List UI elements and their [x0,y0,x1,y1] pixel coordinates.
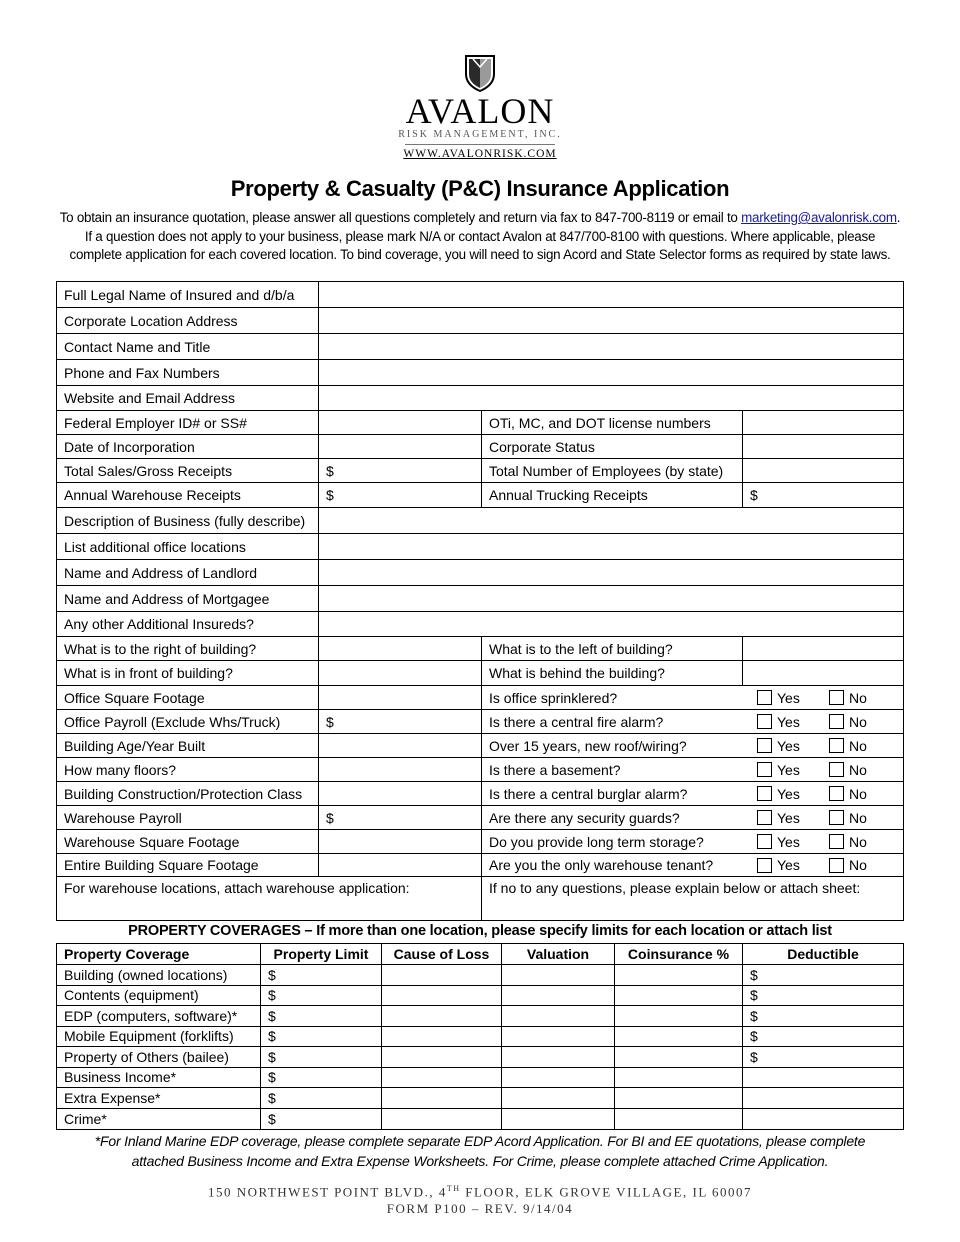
cause-of-loss-cell[interactable] [382,1006,502,1026]
form-row [57,360,903,386]
field-label: Description of Business (fully describe) [57,508,319,533]
valuation-cell[interactable] [502,1047,615,1067]
table-row [57,986,903,1007]
form-row [57,282,903,308]
legal-name-input[interactable] [319,282,903,307]
column-header: Valuation [502,944,615,964]
cause-of-loss-cell[interactable] [382,986,502,1006]
yes-label: Yes [777,809,800,826]
yes-option[interactable] [757,782,800,805]
field-label: Are there any security guards? [489,809,680,826]
building-right-input[interactable] [319,637,482,660]
no-option[interactable] [829,854,867,876]
field-label: Total Number of Employees (by state) [482,459,743,482]
checkbox[interactable] [757,762,772,777]
yes-option[interactable] [757,854,800,876]
field-label: OTi, MC, and DOT license numbers [482,411,743,434]
yes-label: Yes [777,761,800,778]
no-option[interactable] [829,734,867,757]
form-row [57,334,903,360]
no-label: No [849,761,867,778]
table-row [57,1088,903,1109]
yes-option[interactable] [757,710,800,733]
instructions [30,209,930,265]
field-label: How many floors? [57,758,319,781]
office-payroll-input[interactable]: $ [319,710,482,733]
office-locations-input[interactable] [319,534,903,559]
trucking-receipts-input[interactable]: $ [750,487,758,503]
no-label: No [849,689,867,706]
limit-cell[interactable]: $ [261,1027,382,1047]
field-label: Name and Address of Mortgagee [57,586,319,611]
form-row [57,734,903,758]
brand-name: AVALON [405,91,555,131]
website-link[interactable]: WWW.AVALONRISK.COM [403,148,557,160]
form-row [57,686,903,710]
coinsurance-cell[interactable] [615,965,743,985]
yes-option[interactable] [757,758,800,781]
fein-input[interactable] [319,411,482,434]
field-label: Is there a central fire alarm? [489,713,664,730]
coinsurance-cell[interactable] [615,1088,743,1108]
explanation-note[interactable]: If no to any questions, please explain below or attach sheet: [489,880,861,896]
form-row [57,782,903,806]
intro-text-2: If a question does not apply to your business, please mark N/A or contact Avalon at 847/700-8100 with questions. Where applicable, please [84,228,876,244]
coverage-name: Property of Others (bailee) [57,1047,261,1067]
employee-count-input[interactable] [743,459,903,482]
field-label: Over 15 years, new roof/wiring? [489,737,687,754]
logo-divider [405,144,555,145]
checkbox[interactable] [757,690,772,705]
valuation-cell[interactable] [502,1088,615,1108]
checkbox[interactable] [757,738,772,753]
no-option[interactable] [829,758,867,781]
column-header: Cause of Loss [382,944,502,964]
cause-of-loss-cell[interactable] [382,965,502,985]
yes-option[interactable] [757,806,800,829]
cause-of-loss-cell[interactable] [382,1047,502,1067]
construction-class-input[interactable] [319,782,482,805]
form-row [57,806,903,830]
intro-period: . [896,210,901,225]
license-numbers-input[interactable] [743,411,903,434]
checkbox[interactable] [829,858,844,873]
form-row [57,586,903,612]
location-address-input[interactable] [319,308,903,333]
yes-label: Yes [777,857,800,873]
no-label: No [849,833,867,850]
field-label: Name and Address of Landlord [57,560,319,585]
no-label: No [849,737,867,754]
intro-text-3: complete application for each covered location. To bind coverage, you will need to sign Acord and State Selector forms as required by state laws. [69,247,891,262]
yes-label: Yes [777,833,800,850]
form-row [57,308,903,334]
field-label: Warehouse Payroll [57,806,319,829]
yes-label: Yes [777,713,800,730]
checkbox[interactable] [757,858,772,873]
form-row [57,830,903,854]
phone-fax-input[interactable] [319,360,903,385]
coverage-name: Business Income* [57,1068,261,1088]
form-row [57,758,903,782]
warehouse-receipts-input[interactable]: $ [319,483,482,507]
field-label: Are you the only warehouse tenant? [489,857,714,873]
checkbox[interactable] [829,834,844,849]
no-option[interactable] [829,830,867,853]
cause-of-loss-cell[interactable] [382,1068,502,1088]
email-link[interactable]: marketing@avalonrisk.com [741,210,897,225]
address-superscript: TH [446,1184,461,1193]
gross-receipts-input[interactable]: $ [319,459,482,482]
limit-cell[interactable]: $ [261,1088,382,1108]
coverage-name: Extra Expense* [57,1088,261,1108]
column-header: Property Limit [261,944,382,964]
deductible-cell[interactable] [743,1088,903,1108]
valuation-cell[interactable] [502,965,615,985]
table-row [57,965,903,986]
form-row [57,877,903,920]
coverage-name: Building (owned locations) [57,965,261,985]
form-row [57,411,903,435]
checkbox[interactable] [829,690,844,705]
address-part: 150 NORTHWEST POINT BLVD., 4 [207,1184,447,1200]
limit-cell[interactable]: $ [261,965,382,985]
building-sqft-input[interactable] [319,854,482,876]
checkbox[interactable] [829,786,844,801]
table-header-row [57,944,903,965]
field-label: Total Sales/Gross Receipts [57,459,319,482]
limit-cell[interactable]: $ [261,1109,382,1130]
intro-text-1: To obtain an insurance quotation, please answer all questions completely and return via fax to 847-700-8119 or email to [59,210,742,225]
table-row [57,1068,903,1089]
building-left-input[interactable] [743,637,903,660]
footnote-line: attached Business Income and Extra Expense Worksheets. For Crime, please complete attached Crime Application. [131,1153,829,1169]
deductible-cell[interactable]: $ [750,1028,758,1045]
coverages-title: PROPERTY COVERAGES – If more than one location, please specify limits for each location or attach list [128,923,832,939]
table-row [57,1006,903,1027]
field-label: Annual Trucking Receipts [482,483,743,507]
field-label: Building Construction/Protection Class [57,782,319,805]
checkbox[interactable] [829,810,844,825]
field-label: Contact Name and Title [57,334,319,359]
checkbox[interactable] [757,810,772,825]
cause-of-loss-cell[interactable] [382,1088,502,1108]
deductible-cell[interactable]: $ [750,1007,758,1024]
website-email-input[interactable] [319,386,903,410]
form-row [57,508,903,534]
field-label: Full Legal Name of Insured and d/b/a [57,282,319,307]
form-row [57,637,903,661]
office-sqft-input[interactable] [319,686,482,709]
field-label: Phone and Fax Numbers [57,360,319,385]
column-header: Deductible [787,946,859,962]
corporate-status-input[interactable] [743,435,903,458]
cause-of-loss-cell[interactable] [382,1027,502,1047]
column-header: Coinsurance % [615,944,743,964]
business-description-input[interactable] [319,508,903,533]
warehouse-payroll-input[interactable]: $ [319,806,482,829]
incorporation-date-input[interactable] [319,435,482,458]
field-label: What is in front of building? [57,661,319,685]
checkbox[interactable] [829,714,844,729]
field-label: Do you provide long term storage? [489,833,704,850]
deductible-cell[interactable] [743,1068,903,1088]
coverage-name: Contents (equipment) [57,986,261,1006]
field-label: Is there a central burglar alarm? [489,785,688,802]
field-label: Federal Employer ID# or SS# [57,411,319,434]
field-label: Date of Incorporation [57,435,319,458]
form-row [57,534,903,560]
coverage-name: Mobile Equipment (forklifts) [57,1027,261,1047]
limit-cell[interactable]: $ [261,1006,382,1026]
no-option[interactable] [829,710,867,733]
valuation-cell[interactable] [502,1068,615,1088]
field-label: Corporate Location Address [57,308,319,333]
yes-label: Yes [777,737,800,754]
checkbox[interactable] [829,762,844,777]
no-label: No [849,713,867,730]
valuation-cell[interactable] [502,1109,615,1130]
field-label: Building Age/Year Built [57,734,319,757]
floors-input[interactable] [319,758,482,781]
valuation-cell[interactable] [502,1006,615,1026]
landlord-input[interactable] [319,560,903,585]
yes-label: Yes [777,689,800,706]
form-number: FORM P100 – REV. 9/14/04 [386,1201,574,1217]
table-row [57,1027,903,1048]
form-row [57,612,903,637]
checkbox[interactable] [829,738,844,753]
form-row [57,386,903,411]
deductible-cell[interactable]: $ [750,987,758,1004]
checkbox[interactable] [757,786,772,801]
coinsurance-cell[interactable] [615,1047,743,1067]
limit-cell[interactable]: $ [261,986,382,1006]
field-label: What is to the left of building? [482,637,743,660]
field-label: Office Square Footage [57,686,319,709]
brand-tagline: RISK MANAGEMENT, INC. [398,129,562,140]
warehouse-note: For warehouse locations, attach warehouse application: [57,877,482,920]
mortgagee-input[interactable] [319,586,903,611]
additional-insureds-input[interactable] [319,612,903,636]
field-label: Annual Warehouse Receipts [57,483,319,507]
no-label: No [849,785,867,802]
coinsurance-cell[interactable] [615,986,743,1006]
coinsurance-cell[interactable] [615,1068,743,1088]
cause-of-loss-cell[interactable] [382,1109,502,1130]
form-row [57,560,903,586]
field-label: What is behind the building? [482,661,743,685]
form-row [57,661,903,686]
footnote [40,1131,920,1171]
deductible-cell[interactable]: $ [750,966,758,983]
valuation-cell[interactable] [502,986,615,1006]
field-label: Any other Additional Insureds? [57,612,319,636]
yes-option[interactable] [757,734,800,757]
field-label: Is office sprinklered? [489,689,618,706]
deductible-cell[interactable]: $ [750,1048,758,1065]
limit-cell[interactable]: $ [261,1047,382,1067]
warehouse-sqft-input[interactable] [319,830,482,853]
checkbox[interactable] [757,834,772,849]
table-row [57,1047,903,1068]
address-part: FLOOR, ELK GROVE VILLAGE, IL 60007 [460,1184,753,1200]
coinsurance-cell[interactable] [615,1109,743,1130]
page-title: Property & Casualty (P&C) Insurance Application [230,176,730,201]
property-coverages-table [56,943,904,1130]
valuation-cell[interactable] [502,1027,615,1047]
no-label: No [849,809,867,826]
no-option[interactable] [829,806,867,829]
coverage-name: EDP (computers, software)* [57,1006,261,1026]
field-label: Website and Email Address [57,386,319,410]
limit-cell[interactable]: $ [261,1068,382,1088]
application-form-grid [56,281,904,921]
contact-name-input[interactable] [319,334,903,359]
field-label: Office Payroll (Exclude Whs/Truck) [57,710,319,733]
yes-label: Yes [777,785,800,802]
field-label: Is there a basement? [489,761,621,778]
field-label: Corporate Status [482,435,743,458]
column-header: Property Coverage [57,944,261,964]
field-label: Entire Building Square Footage [57,854,319,876]
form-row [57,854,903,877]
building-behind-input[interactable] [743,661,903,685]
form-row [57,710,903,734]
company-address [0,1180,960,1217]
company-logo [0,54,960,161]
deductible-cell[interactable] [743,1109,903,1130]
checkbox[interactable] [757,714,772,729]
coinsurance-cell[interactable] [615,1027,743,1047]
no-label: No [849,857,867,873]
field-label: Warehouse Square Footage [57,830,319,853]
form-row [57,459,903,483]
yes-option[interactable] [757,830,800,853]
shield-crest-icon [464,54,496,92]
no-option[interactable] [829,782,867,805]
no-option[interactable] [829,686,867,709]
coinsurance-cell[interactable] [615,1006,743,1026]
coverage-name: Crime* [57,1109,261,1130]
field-label: What is to the right of building? [57,637,319,660]
table-row [57,1109,903,1130]
yes-option[interactable] [757,686,800,709]
field-label: List additional office locations [57,534,319,559]
form-row [57,435,903,459]
building-front-input[interactable] [319,661,482,685]
form-row [57,483,903,508]
building-age-input[interactable] [319,734,482,757]
footnote-line: *For Inland Marine EDP coverage, please complete separate EDP Acord Application. For BI and EE quotations, please complete [94,1133,866,1149]
